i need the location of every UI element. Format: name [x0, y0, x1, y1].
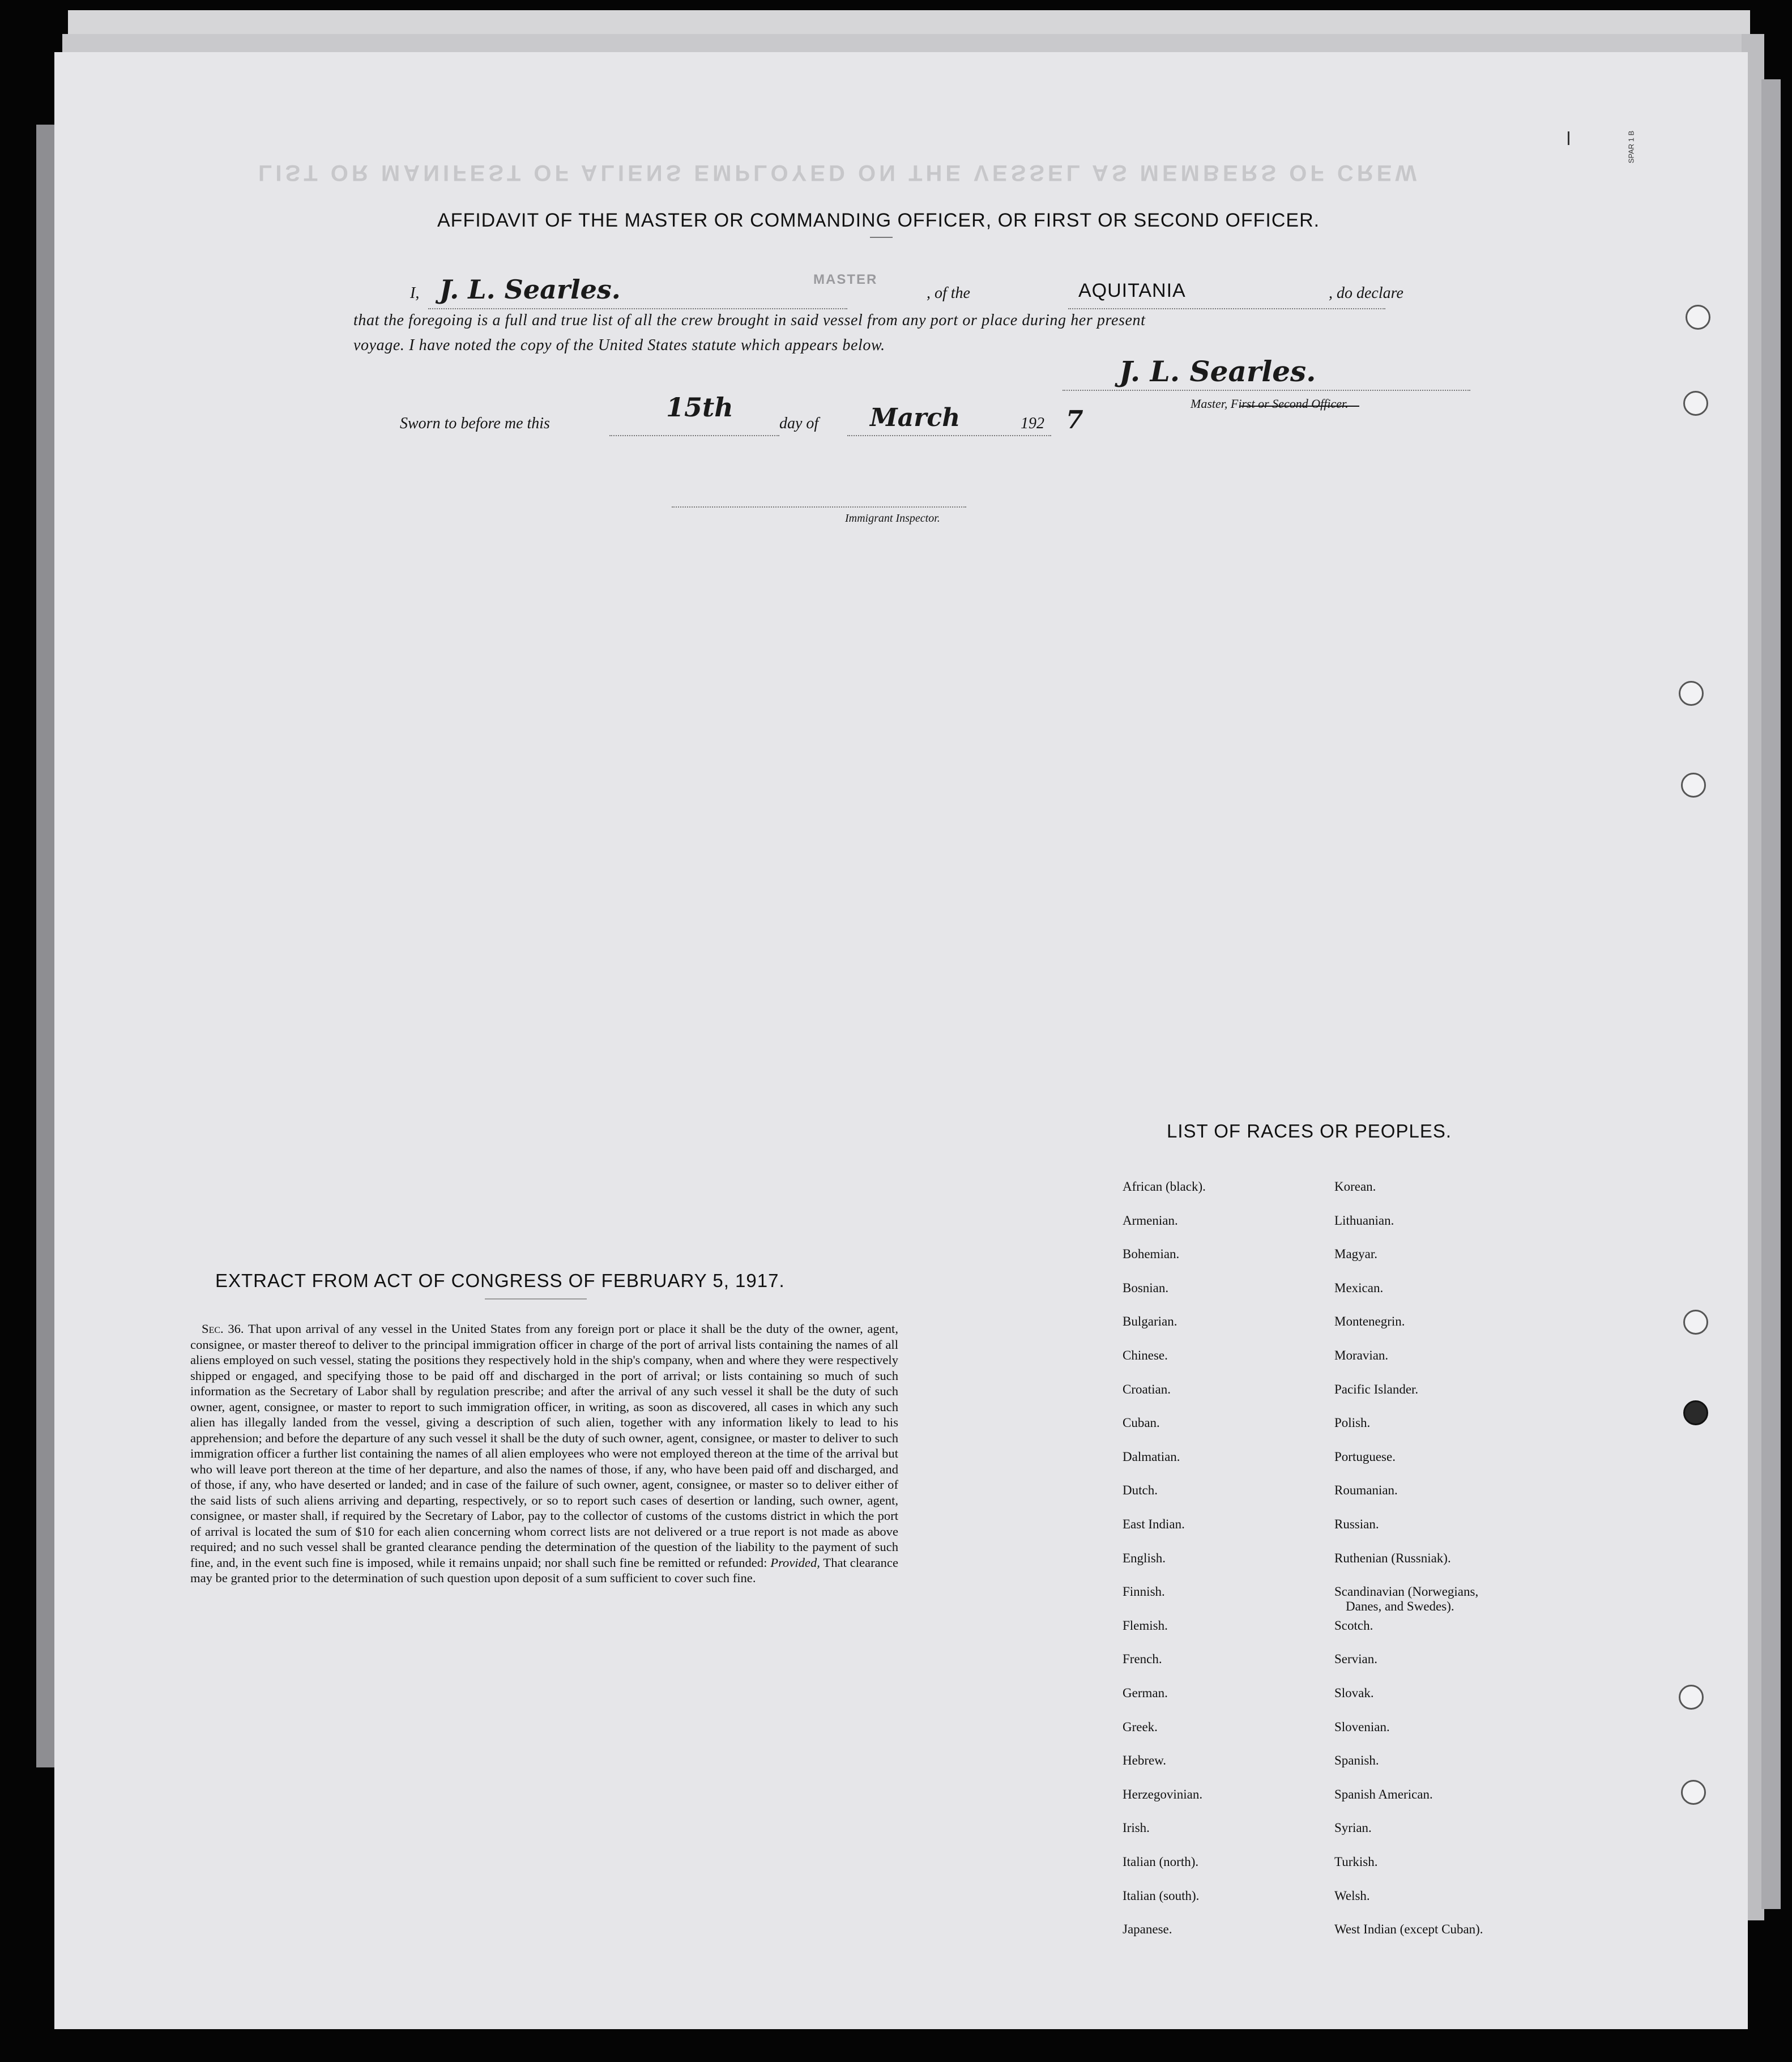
of-the-label: , of the	[927, 284, 970, 302]
race-item: Pacific Islander.	[1334, 1382, 1419, 1396]
affidavit-title-rule	[870, 237, 893, 238]
race-right-continuation: Danes, and Swedes).	[1346, 1599, 1454, 1614]
sheet-edge-right-outer	[1761, 79, 1781, 1909]
race-item: Polish.	[1334, 1416, 1371, 1430]
binder-hole	[1679, 1685, 1704, 1710]
affidavit-line-3: voyage. I have noted the copy of the United States statute which appears below.	[353, 336, 885, 354]
sworn-day: 15th	[666, 392, 733, 423]
year-printed: 192	[1021, 415, 1044, 432]
inspector-line	[672, 506, 966, 508]
race-item: African (black).	[1123, 1179, 1206, 1194]
master-stamp: MASTER	[813, 272, 878, 287]
provided-word: Provided,	[770, 1555, 820, 1570]
do-declare-label: , do declare	[1329, 284, 1403, 302]
affidavit-i: I,	[410, 284, 420, 302]
extract-text-b: That clearance may be granted prior to the determination of such question upon deposit of a sum sufficient to cover such fine.	[190, 1555, 898, 1585]
race-item: Bulgarian.	[1123, 1314, 1177, 1329]
race-item: Greek.	[1123, 1719, 1158, 1734]
sworn-month: March	[870, 403, 961, 432]
race-item: Italian (north).	[1123, 1855, 1199, 1869]
race-item: Slovenian.	[1334, 1719, 1390, 1734]
race-item: Finnish.	[1123, 1584, 1165, 1599]
binder-hole	[1681, 773, 1706, 798]
race-item: Montenegrin.	[1334, 1314, 1405, 1329]
strike-first-or-second	[1239, 406, 1359, 407]
vessel-line	[1068, 308, 1385, 309]
month-line	[847, 435, 1051, 436]
race-item: Syrian.	[1334, 1821, 1372, 1835]
race-item: Italian (south).	[1123, 1888, 1200, 1903]
race-item: Korean.	[1334, 1179, 1376, 1194]
race-item: Welsh.	[1334, 1888, 1370, 1903]
race-item: West Indian (except Cuban).	[1334, 1922, 1483, 1937]
race-item: French.	[1123, 1652, 1162, 1667]
officer-signature-line	[1063, 390, 1470, 391]
extract-text-a: That upon arrival of any vessel in the United States from any foreign port or place it shall be the duty of the owner, agent, consignee, or master thereof to deliver to the principal immigration officer in charge of the port of arrival lists containing the names of all aliens employed on such vessel, stating the positions they respectively hold in the ship's company, when and where they were respectively shipped or engaged, and specifying those to be paid off and discharged in the port of arrival; or lists containing so much of such information as the Secretary of Labor shall by regulation prescribe; and after the arrival of any such vessel it shall be the duty of such owner, agent, consignee, or master to report to such immigration officer, in writing, as soon as discovered, all cases in which any such alien has illegally landed from the vessel, giving a description of such alien, together with any information likely to lead to his apprehension; and before the departure of any such vessel it shall be the duty of such owner, agent, consignee, or master to deliver to such immigration officer a further list containing the names of all alien employees who were not employed thereon at the time of the arrival but who will leave port thereon at the time of her departure, and also the names of those, if any, who have been paid off and discharged, and of those, if any, who have deserted or landed; and in case of the failure of such owner, agent, consignee, or master so to deliver either of the said lists of such aliens arriving and departing, respectively, or so to report such cases of desertion or landing, such owner, agent, consignee, or master shall, if required by the Secretary of Labor, pay to the collector of customs of the customs district in which the port of arrival is located the sum of $10 for each alien concerning whom correct lists are not delivered or a true report is not made as above required; and no such vessel shall be granted clearance pending the determination of the question of the liability to the payment of such fine, and, in the event such fine is imposed, while it remains unpaid; nor shall such fine be remitted or refunded:	[190, 1322, 898, 1570]
bleed-through-text: LIST OR MANIFEST OF ALIENS EMPLOYED ON THE VESSEL AS MEMBERS OF CREW	[258, 160, 1420, 185]
race-item: Turkish.	[1334, 1855, 1378, 1869]
race-item: Chinese.	[1123, 1348, 1168, 1362]
section-label: Sec. 36.	[202, 1322, 244, 1336]
affidavit-title: AFFIDAVIT OF THE MASTER OR COMMANDING OFFICER, OR FIRST OR SECOND OFFICER.	[437, 210, 1320, 231]
race-item: Servian.	[1334, 1652, 1378, 1667]
day-line	[609, 435, 779, 436]
race-item: Roumanian.	[1334, 1483, 1398, 1498]
sworn-prefix: Sworn to before me this	[400, 415, 550, 432]
race-item: Cuban.	[1123, 1416, 1160, 1430]
binder-hole-dark	[1683, 1400, 1708, 1425]
race-item: German.	[1123, 1686, 1168, 1700]
race-item: Dalmatian.	[1123, 1449, 1180, 1464]
extract-title: EXTRACT FROM ACT OF CONGRESS OF FEBRUARY 5, 1917.	[215, 1270, 785, 1291]
extract-body	[190, 1321, 898, 1586]
race-item: Flemish.	[1123, 1618, 1168, 1633]
affidavit-line-2: that the foregoing is a full and true list of all the crew brought in said vessel from any port or place during her present	[353, 312, 1146, 329]
margin-tick	[1568, 131, 1569, 145]
name-line	[428, 308, 847, 309]
master-signature: J. L. Searles.	[440, 274, 621, 305]
race-item: Herzegovinian.	[1123, 1787, 1203, 1801]
binder-hole	[1683, 1310, 1708, 1335]
race-item: East Indian.	[1123, 1517, 1185, 1531]
race-item: Spanish.	[1334, 1753, 1379, 1768]
race-item: Slovak.	[1334, 1686, 1374, 1700]
race-item: Russian.	[1334, 1517, 1379, 1531]
extract-title-rule	[485, 1298, 587, 1300]
race-item: Moravian.	[1334, 1348, 1389, 1362]
race-item: Scandinavian (Norwegians,	[1334, 1584, 1479, 1599]
race-item: Bohemian.	[1123, 1247, 1180, 1262]
binder-hole	[1679, 681, 1704, 706]
race-item: Lithuanian.	[1334, 1213, 1394, 1228]
race-item: Spanish American.	[1334, 1787, 1433, 1801]
race-item: English.	[1123, 1550, 1166, 1565]
race-item: Japanese.	[1123, 1922, 1172, 1937]
inspector-caption: Immigrant Inspector.	[845, 512, 940, 525]
margin-stamp: SPAR 1 B	[1627, 130, 1636, 164]
day-of-label: day of	[779, 415, 819, 432]
race-item: Croatian.	[1123, 1382, 1171, 1396]
race-item: Portuguese.	[1334, 1449, 1396, 1464]
year-hand: 7	[1066, 406, 1083, 434]
binder-hole	[1681, 1780, 1706, 1805]
binder-hole	[1686, 305, 1710, 330]
race-item: Bosnian.	[1123, 1280, 1169, 1295]
race-item: Dutch.	[1123, 1483, 1158, 1498]
officer-signature: J. L. Searles.	[1119, 355, 1316, 388]
race-item: Mexican.	[1334, 1280, 1384, 1295]
manifest-page	[54, 52, 1748, 2029]
race-item: Scotch.	[1334, 1618, 1373, 1633]
race-item: Ruthenian (Russniak).	[1334, 1550, 1451, 1565]
vessel-name: AQUITANIA	[1078, 280, 1186, 301]
race-item: Armenian.	[1123, 1213, 1178, 1228]
officer-caption: Master, First or Second Officer.	[1191, 397, 1349, 411]
races-title: LIST OF RACES OR PEOPLES.	[1167, 1121, 1452, 1141]
binder-hole	[1683, 391, 1708, 416]
race-item: Magyar.	[1334, 1247, 1378, 1262]
race-item: Irish.	[1123, 1821, 1150, 1835]
race-item: Hebrew.	[1123, 1753, 1167, 1768]
